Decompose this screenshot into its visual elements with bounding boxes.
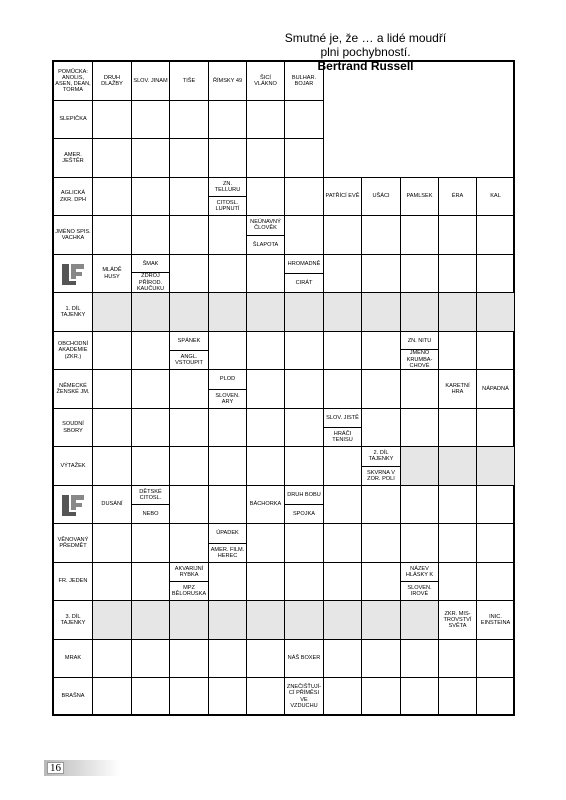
clue-cell: [54, 216, 93, 255]
answer-cell[interactable]: [170, 216, 209, 255]
clue-cell: [285, 640, 324, 678]
answer-cell[interactable]: [93, 640, 132, 678]
clue-cell: [477, 601, 515, 640]
answer-cell[interactable]: [247, 563, 285, 601]
answer-cell[interactable]: [170, 370, 209, 409]
answer-cell[interactable]: [477, 486, 515, 524]
clue-cell: [54, 524, 93, 563]
clue-text: 1. DÍL TAJENKY: [60, 305, 86, 318]
answer-cell[interactable]: [247, 447, 285, 486]
clue-text: MPZ BĚLORUSKA: [170, 581, 208, 600]
answer-cell[interactable]: [439, 216, 477, 255]
clue-cell: [132, 62, 170, 101]
answer-cell[interactable]: [362, 563, 401, 601]
answer-cell[interactable]: [247, 370, 285, 409]
shaded-answer-cell: [170, 293, 209, 332]
answer-cell[interactable]: [209, 678, 247, 716]
clue-cell: [170, 563, 209, 601]
crossword-grid: [52, 60, 515, 716]
shaded-answer-cell: [170, 601, 209, 640]
clue-cell: [247, 216, 285, 255]
clue-text: SLEPIČKA: [59, 116, 87, 123]
answer-cell[interactable]: [401, 486, 439, 524]
answer-cell[interactable]: [93, 101, 132, 139]
clue-text: HRÁČI TENISU: [324, 427, 361, 446]
answer-cell[interactable]: [209, 332, 247, 370]
clue-cell: [439, 370, 477, 409]
clue-text: NÁZEV HLÁSKY K: [405, 565, 434, 578]
clue-text: DRUH BOBU: [287, 491, 321, 498]
answer-cell[interactable]: [209, 640, 247, 678]
answer-cell[interactable]: [439, 563, 477, 601]
clue-text: UŠÁCI: [372, 193, 390, 200]
shaded-answer-cell: [401, 601, 439, 640]
clue-cell: [54, 370, 93, 409]
clue-cell: [170, 332, 209, 370]
shaded-answer-cell: [362, 601, 401, 640]
answer-cell[interactable]: [132, 332, 170, 370]
clue-cell: [132, 255, 170, 293]
clue-text: SPÁNEK: [177, 337, 201, 344]
answer-cell[interactable]: [324, 447, 362, 486]
answer-cell[interactable]: [324, 370, 362, 409]
answer-cell[interactable]: [401, 409, 439, 447]
clue-text: AMER. JEŠTĚR: [62, 151, 84, 164]
clue-text: PATŘÍCÍ EVĚ: [325, 193, 360, 200]
answer-cell[interactable]: [209, 447, 247, 486]
answer-cell[interactable]: [285, 524, 324, 563]
shaded-answer-cell: [362, 293, 401, 332]
clue-cell: [324, 409, 362, 447]
clue-cell: [439, 601, 477, 640]
shaded-answer-cell: [93, 293, 132, 332]
answer-cell[interactable]: [132, 370, 170, 409]
clue-text: KAL: [490, 193, 501, 200]
clue-text: SLOV. JINAM: [133, 77, 168, 84]
clue-text: BÁCHORKA: [249, 501, 282, 508]
answer-cell[interactable]: [209, 486, 247, 524]
clue-text: 2. DÍL TAJENKY: [368, 450, 394, 463]
page-footer: [44, 760, 120, 776]
clue-cell: [209, 178, 247, 216]
clue-text: ŘÍMSKY 49: [212, 77, 243, 84]
clue-cell: [54, 139, 93, 178]
answer-cell[interactable]: [362, 524, 401, 563]
answer-cell[interactable]: [93, 563, 132, 601]
answer-cell[interactable]: [477, 524, 515, 563]
answer-cell[interactable]: [93, 370, 132, 409]
answer-cell[interactable]: [93, 524, 132, 563]
clue-text: DUSÁNÍ: [101, 501, 123, 508]
answer-cell[interactable]: [132, 563, 170, 601]
answer-cell[interactable]: [170, 640, 209, 678]
answer-cell[interactable]: [93, 216, 132, 255]
clue-cell: [54, 101, 93, 139]
clue-cell: [209, 370, 247, 409]
clue-text: KARETNÍ HRA: [445, 382, 470, 395]
clue-text: ŠICÍ VLÁKNO: [254, 74, 277, 87]
answer-cell[interactable]: [170, 486, 209, 524]
answer-cell[interactable]: [439, 640, 477, 678]
clue-text: BULHAR. BOJAR: [291, 74, 317, 87]
shaded-answer-cell: [93, 601, 132, 640]
clue-text: ŠMAK: [142, 260, 159, 267]
page-number: 16: [47, 762, 64, 774]
answer-cell[interactable]: [93, 447, 132, 486]
clue-text: ZN. NITU: [407, 337, 432, 344]
clue-text: SPOJKA: [285, 504, 323, 523]
answer-cell[interactable]: [401, 524, 439, 563]
clue-cell: [54, 332, 93, 370]
clue-text: ZN. TELLURU: [214, 180, 241, 193]
answer-cell[interactable]: [439, 486, 477, 524]
clue-cell: [401, 563, 439, 601]
answer-cell[interactable]: [132, 101, 170, 139]
clue-text: SKVRNA V ZOR. POLI: [362, 466, 400, 486]
shaded-answer-cell: [477, 293, 515, 332]
clue-text: TIŠE: [182, 77, 196, 84]
answer-cell[interactable]: [401, 255, 439, 293]
clue-text: PAMLSEK: [406, 193, 433, 200]
clue-text: VÝTAŽEK: [60, 462, 86, 469]
lf-logo-icon: [59, 491, 87, 519]
clue-text: INIC. EINSTEINA: [480, 613, 511, 626]
answer-cell[interactable]: [209, 216, 247, 255]
shaded-answer-cell: [439, 447, 477, 486]
clue-cell: [170, 62, 209, 101]
shaded-answer-cell: [209, 601, 247, 640]
clue-cell: [324, 178, 362, 216]
clue-text: SLOVEN. ARY: [209, 389, 246, 409]
answer-cell[interactable]: [209, 139, 247, 178]
answer-cell[interactable]: [362, 486, 401, 524]
clue-cell: [477, 178, 515, 216]
clue-text: NĚMECKÉ ŽENSKÉ JM.: [56, 382, 90, 395]
answer-cell[interactable]: [132, 524, 170, 563]
answer-cell[interactable]: [132, 409, 170, 447]
answer-cell[interactable]: [401, 216, 439, 255]
clue-cell: [285, 678, 324, 716]
answer-cell[interactable]: [362, 370, 401, 409]
answer-cell[interactable]: [324, 563, 362, 601]
clue-cell: [439, 178, 477, 216]
answer-cell[interactable]: [247, 409, 285, 447]
quote-area: [324, 62, 515, 178]
answer-cell[interactable]: [247, 524, 285, 563]
answer-cell[interactable]: [170, 409, 209, 447]
answer-cell[interactable]: [93, 678, 132, 716]
answer-cell[interactable]: [362, 409, 401, 447]
clue-text: ZKR. MIS-TROVSTVÍ SVĚTA: [443, 610, 472, 630]
answer-cell[interactable]: [285, 447, 324, 486]
clue-text: POMŮCKA: ANOLIS, ASEN, DEAN, TORMA: [55, 68, 91, 94]
answer-cell[interactable]: [324, 640, 362, 678]
answer-cell[interactable]: [247, 255, 285, 293]
clue-text: AGLICKÁ ZKR. DPH: [59, 190, 87, 203]
clue-text: BRAŠNA: [61, 693, 85, 700]
answer-cell[interactable]: [285, 563, 324, 601]
shaded-answer-cell: [285, 293, 324, 332]
clue-cell: [477, 370, 515, 409]
clue-text: OBCHODNÍ AKADEMIE (ZKR.): [57, 341, 89, 360]
answer-cell[interactable]: [247, 139, 285, 178]
answer-cell[interactable]: [93, 139, 132, 178]
shaded-answer-cell: [401, 447, 439, 486]
clue-text: ZDROJ PŘÍROD. KAUČUKU: [132, 272, 169, 292]
answer-cell[interactable]: [285, 370, 324, 409]
answer-cell[interactable]: [93, 332, 132, 370]
answer-cell[interactable]: [324, 332, 362, 370]
answer-cell[interactable]: [285, 332, 324, 370]
answer-cell[interactable]: [247, 332, 285, 370]
shaded-answer-cell: [324, 293, 362, 332]
quote-line-1: Smutné je, že … a lidé moudří: [284, 31, 447, 45]
clue-cell: [54, 563, 93, 601]
clue-text: NÁŠ BOXER: [287, 655, 321, 662]
answer-cell[interactable]: [285, 178, 324, 216]
answer-cell[interactable]: [324, 216, 362, 255]
answer-cell[interactable]: [170, 178, 209, 216]
shaded-answer-cell: [401, 293, 439, 332]
clue-text: AMER. FILM. HEREC: [209, 543, 246, 563]
clue-cell: [362, 447, 401, 486]
shaded-answer-cell: [132, 601, 170, 640]
quote-block: [270, 31, 461, 73]
answer-cell[interactable]: [362, 678, 401, 716]
answer-cell[interactable]: [477, 216, 515, 255]
answer-cell[interactable]: [247, 678, 285, 716]
answer-cell[interactable]: [132, 139, 170, 178]
clue-text: ŠLAPOTA: [247, 235, 284, 255]
shaded-answer-cell: [247, 293, 285, 332]
answer-cell[interactable]: [362, 640, 401, 678]
answer-cell[interactable]: [362, 255, 401, 293]
clue-text: NÁPADNÁ: [482, 385, 509, 392]
answer-cell[interactable]: [247, 640, 285, 678]
answer-cell[interactable]: [324, 255, 362, 293]
clue-cell: [93, 62, 132, 101]
answer-cell[interactable]: [439, 524, 477, 563]
clue-cell: [54, 178, 93, 216]
shaded-answer-cell: [132, 293, 170, 332]
clue-text: DĚTSKÉ CITOSL.: [139, 488, 162, 501]
answer-cell[interactable]: [247, 101, 285, 139]
answer-cell[interactable]: [439, 332, 477, 370]
clue-text: CIRÁT: [285, 273, 323, 292]
clue-text: NEBO: [132, 504, 169, 523]
clue-cell: [247, 486, 285, 524]
answer-cell[interactable]: [477, 563, 515, 601]
clue-cell: [54, 409, 93, 447]
clue-text: SOUDNÍ SBORY: [62, 421, 84, 434]
clue-cell: [54, 293, 93, 332]
clue-text: DRUH DLAŽBY: [101, 74, 123, 87]
clue-cell: [209, 524, 247, 563]
shaded-answer-cell: [477, 447, 515, 486]
answer-cell[interactable]: [401, 370, 439, 409]
answer-cell[interactable]: [401, 678, 439, 716]
answer-cell[interactable]: [477, 255, 515, 293]
answer-cell[interactable]: [324, 524, 362, 563]
shaded-answer-cell: [209, 293, 247, 332]
clue-cell: [132, 486, 170, 524]
answer-cell[interactable]: [132, 178, 170, 216]
quote-line-2: plni pochybností.: [320, 45, 411, 59]
answer-cell[interactable]: [132, 678, 170, 716]
shaded-answer-cell: [285, 601, 324, 640]
answer-cell[interactable]: [209, 409, 247, 447]
clue-cell: [285, 486, 324, 524]
answer-cell[interactable]: [170, 524, 209, 563]
answer-cell[interactable]: [170, 447, 209, 486]
answer-cell[interactable]: [324, 486, 362, 524]
answer-cell[interactable]: [477, 678, 515, 716]
answer-cell[interactable]: [170, 255, 209, 293]
clue-cell: [54, 640, 93, 678]
clue-text: ZNEČIŠŤUJÍ-CÍ PŘÍMĚSI VE VZDUCHU: [286, 684, 322, 709]
answer-cell[interactable]: [285, 409, 324, 447]
answer-cell[interactable]: [170, 139, 209, 178]
clue-cell: [401, 178, 439, 216]
clue-cell: [54, 62, 93, 101]
logo-cell: [54, 486, 93, 524]
answer-cell[interactable]: [324, 678, 362, 716]
clue-text: ANGL. VSTOUPIT: [170, 350, 208, 369]
lf-logo-icon: [59, 260, 87, 288]
clue-cell: [54, 678, 93, 716]
answer-cell[interactable]: [362, 332, 401, 370]
clue-cell: [362, 178, 401, 216]
clue-text: NEÚNAVNÝ ČLOVĚK: [250, 219, 281, 232]
answer-cell[interactable]: [477, 332, 515, 370]
answer-cell[interactable]: [285, 216, 324, 255]
answer-cell[interactable]: [209, 101, 247, 139]
answer-cell[interactable]: [170, 678, 209, 716]
clue-cell: [93, 486, 132, 524]
answer-cell[interactable]: [439, 409, 477, 447]
answer-cell[interactable]: [477, 409, 515, 447]
clue-cell: [401, 332, 439, 370]
answer-cell[interactable]: [93, 409, 132, 447]
clue-text: MRAK: [64, 655, 82, 662]
clue-text: CITOSL. LUPNUTÍ: [209, 196, 246, 215]
answer-cell[interactable]: [401, 640, 439, 678]
clue-text: 3. DÍL TAJENKY: [60, 613, 86, 626]
answer-cell[interactable]: [439, 255, 477, 293]
shaded-answer-cell: [439, 293, 477, 332]
answer-cell[interactable]: [247, 178, 285, 216]
clue-text: AKVARIJNÍ RYBKA: [174, 565, 204, 578]
answer-cell[interactable]: [285, 101, 324, 139]
clue-text: PLOD: [219, 376, 236, 383]
answer-cell[interactable]: [132, 216, 170, 255]
clue-text: JMÉNO KRUMBA-CHOVÉ: [401, 349, 438, 369]
answer-cell[interactable]: [93, 178, 132, 216]
clue-text: VĚNOVANÝ PŘEDMĚT: [57, 536, 89, 549]
clue-text: ÚPADEK: [216, 530, 239, 537]
shaded-answer-cell: [247, 601, 285, 640]
clue-text: JMÉNO SPIS. VACHKA: [55, 228, 91, 241]
answer-cell[interactable]: [132, 640, 170, 678]
clue-text: ÉRA: [451, 193, 464, 200]
shaded-answer-cell: [324, 601, 362, 640]
clue-text: SLOVEN. IROVÉ: [401, 581, 438, 600]
answer-cell[interactable]: [285, 139, 324, 178]
answer-cell[interactable]: [477, 640, 515, 678]
answer-cell[interactable]: [170, 101, 209, 139]
clue-cell: [93, 255, 132, 293]
answer-cell[interactable]: [362, 216, 401, 255]
clue-text: MLÁDĚ HUSY: [102, 267, 122, 280]
clue-text: SLOV. JISTĚ: [326, 414, 359, 421]
answer-cell[interactable]: [209, 563, 247, 601]
answer-cell[interactable]: [439, 678, 477, 716]
clue-cell: [285, 255, 324, 293]
clue-text: FR. JEDEN: [58, 578, 88, 585]
clue-cell: [54, 447, 93, 486]
clue-cell: [209, 62, 247, 101]
answer-cell[interactable]: [132, 447, 170, 486]
logo-cell: [54, 255, 93, 293]
answer-cell[interactable]: [209, 255, 247, 293]
clue-cell: [54, 601, 93, 640]
quote-author: Bertrand Russell: [317, 59, 414, 73]
clue-text: HROMADNĚ: [287, 260, 321, 267]
